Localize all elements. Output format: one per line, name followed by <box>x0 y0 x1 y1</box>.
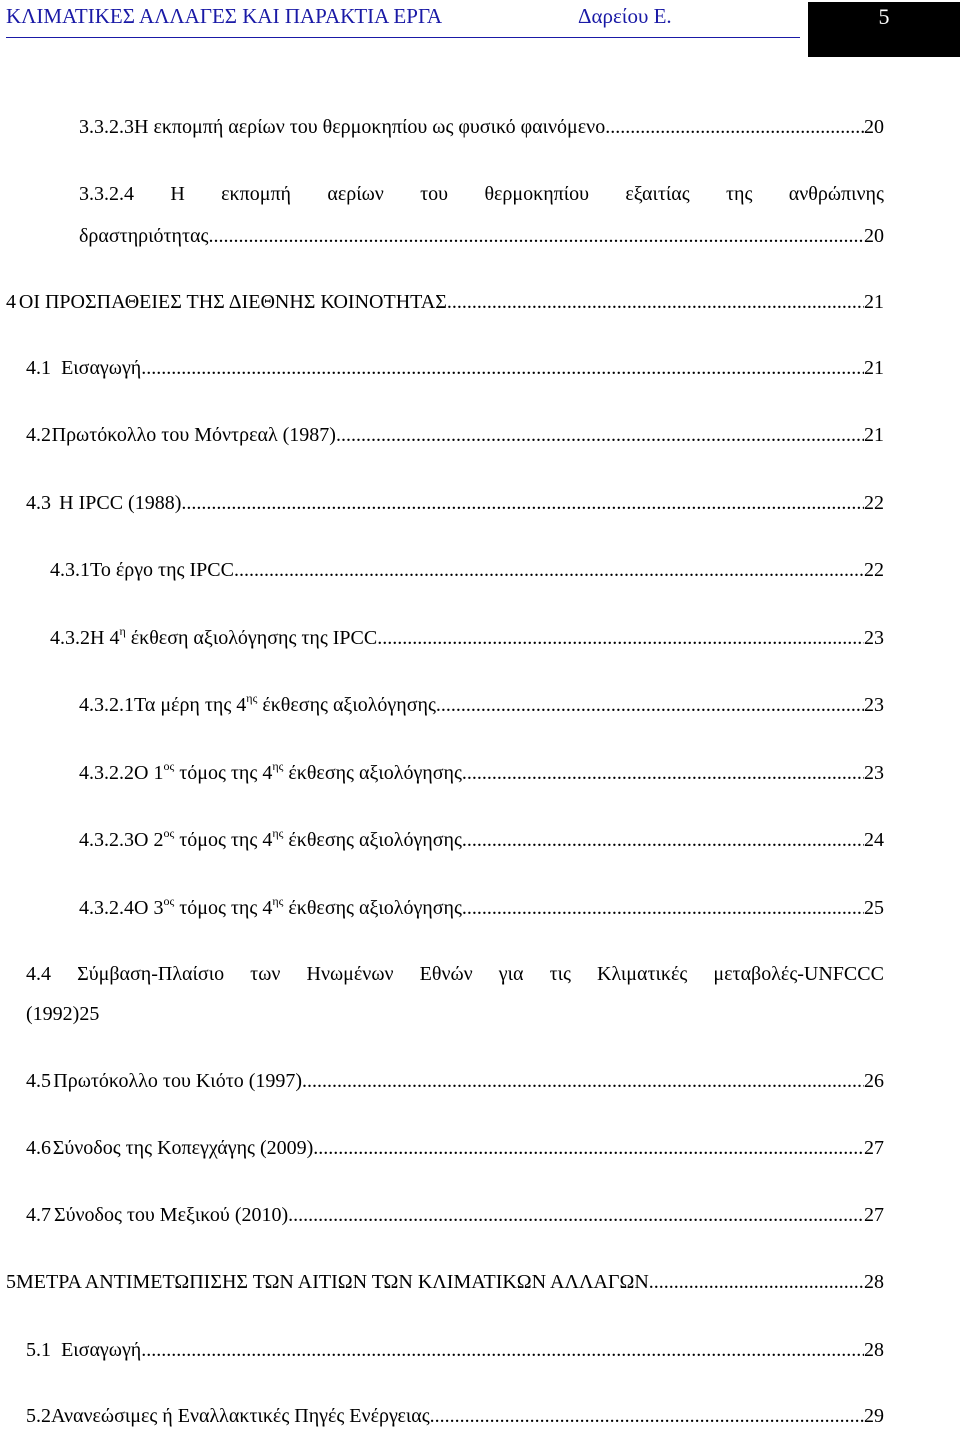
toc-entry-page: 27 <box>864 1204 884 1226</box>
toc-entry[interactable] <box>26 1336 884 1364</box>
toc-entry-page: 22 <box>864 559 884 581</box>
toc-entry[interactable] <box>26 354 884 382</box>
dot-leader <box>181 489 864 517</box>
toc-entry-title: ΜΕΤΡΑ ΑΝΤΙΜΕΤΩΠΙΣΗΣ ΤΩΝ ΑΙΤΙΩΝ ΤΩΝ ΚΛΙΜΑΤΙΚΩΝ ΑΛΛΑΓΩΝ <box>16 1271 649 1293</box>
page-number-box <box>808 2 960 57</box>
toc-entry-page: 23 <box>864 762 884 784</box>
toc-entry-number: 4.6 <box>26 1137 51 1159</box>
document-title: ΚΛΙΜΑΤΙΚΕΣ ΑΛΛΑΓΕΣ ΚΑΙ ΠΑΡΑΚΤΙΑ ΕΡΓΑ <box>6 4 442 28</box>
toc-entry[interactable] <box>50 556 884 584</box>
toc-entry[interactable] <box>26 421 884 449</box>
toc-word: Κλιματικές <box>597 963 688 985</box>
dot-leader <box>208 222 864 250</box>
toc-entry-page: 21 <box>864 291 884 313</box>
toc-entry-number: 5.2 <box>26 1405 51 1427</box>
toc-entry-page: 28 <box>864 1339 884 1361</box>
toc-entry-number: 4.3.2.4 <box>79 897 134 919</box>
dot-leader <box>605 113 864 141</box>
toc-entry-page: 25 <box>864 897 884 919</box>
toc-entry[interactable] <box>26 1067 884 1095</box>
dot-leader <box>377 624 864 652</box>
toc-entry-page: 20 <box>864 116 884 138</box>
toc-entry-page: 27 <box>864 1137 884 1159</box>
toc-entry[interactable] <box>79 894 884 922</box>
toc-entry-title: δραστηριότητας <box>79 225 209 247</box>
toc-entry-title: Σύνοδος του Μεξικού (2010) <box>53 1204 289 1226</box>
toc-entry-title: Ο $1^{o\varsigma}$ τόμος της $4^{\eta\varsigma}$ έκθεσης αξιολόγησης <box>134 759 462 784</box>
toc-entry[interactable] <box>26 489 884 517</box>
toc-entry-title: Πρωτόκολλο του Μόντρεαλ (1987) <box>51 424 336 446</box>
toc-entry-number: 4.3 <box>26 492 51 514</box>
toc-entry[interactable] <box>26 1402 884 1430</box>
toc-word: εκπομπή <box>221 183 291 205</box>
toc-entry[interactable] <box>6 288 884 316</box>
toc-entry-title: Εισαγωγή <box>61 357 142 379</box>
toc-entry-number: 5 <box>6 1271 16 1293</box>
toc-word: για <box>498 963 524 985</box>
toc-entry-page: 29 <box>864 1405 884 1427</box>
dot-leader <box>462 894 864 922</box>
toc-entry-page: 25 <box>79 1003 100 1025</box>
toc-entry-number: 4.3.2.3 <box>79 829 134 851</box>
dot-leader <box>462 759 864 787</box>
toc-entry[interactable] <box>79 180 884 208</box>
toc-entry-title: Η εκπομπή αερίων του θερμοκηπίου ως φυσικό φαινόμενο <box>134 116 606 138</box>
author-name: Δαρείου Ε. <box>578 4 672 28</box>
toc-entry-page: 22 <box>864 492 884 514</box>
toc-word: Ηνωμένων <box>306 963 394 985</box>
toc-word: θερμοκηπίου <box>484 183 590 205</box>
toc-entry-number: 4 <box>6 291 16 313</box>
dot-leader <box>141 1336 864 1364</box>
dot-leader <box>141 354 864 382</box>
toc-entry-number: 4.5 <box>26 1070 51 1092</box>
dot-leader <box>313 1134 864 1162</box>
toc-entry[interactable] <box>26 960 884 988</box>
toc-entry-number: 4.7 <box>26 1204 51 1226</box>
toc-entry-number: 3.3.2.3 <box>79 116 134 138</box>
toc-entry-title: Η IPCC (1988) <box>59 492 182 514</box>
dot-leader <box>234 556 864 584</box>
toc-entry-number: 4.1 <box>26 357 51 379</box>
toc-entry[interactable] <box>79 759 884 787</box>
dot-leader <box>649 1268 864 1296</box>
toc-entry-title: ΟΙ ΠΡΟΣΠΑΘΕΙΕΣ ΤΗΣ ΔΙΕΘΝΗΣ ΚΟΙΝΟΤΗΤΑΣ <box>18 291 447 313</box>
toc-entry-page: 20 <box>864 225 884 247</box>
toc-entry-page: 21 <box>864 357 884 379</box>
toc-entry[interactable] <box>79 113 884 141</box>
dot-leader <box>288 1201 864 1229</box>
dot-leader <box>302 1067 864 1095</box>
header-rule <box>6 37 800 38</box>
toc-entry-page: 23 <box>864 694 884 716</box>
toc-entry-page: 23 <box>864 627 884 649</box>
toc-entry-title: Πρωτόκολλο του Κιότο (1997) <box>53 1070 303 1092</box>
toc-entry[interactable] <box>79 826 884 854</box>
toc-entry-title: Τα μέρη της $4^{\eta\varsigma}$ έκθεσης αξιολόγησης <box>134 691 436 716</box>
toc-word: των <box>250 963 281 985</box>
toc-entry[interactable] <box>26 1134 884 1162</box>
toc-entry-continuation[interactable] <box>26 1000 99 1028</box>
toc-entry-number: 4.3.2 <box>50 627 90 649</box>
toc-entry[interactable] <box>26 1201 884 1229</box>
toc-word: μεταβολές-UNFCCC <box>713 963 884 985</box>
toc-entry-page: 28 <box>864 1271 884 1293</box>
toc-entry[interactable] <box>6 1268 884 1296</box>
dot-leader <box>336 421 864 449</box>
toc-entry-number: 4.2 <box>26 424 51 446</box>
toc-entry-number: 4.4 <box>26 963 51 985</box>
toc-entry-number: 4.3.1 <box>50 559 90 581</box>
toc-entry-title: Ανανεώσιμες ή Εναλλακτικές Πηγές Ενέργειας <box>51 1405 430 1427</box>
dot-leader <box>462 826 864 854</box>
toc-word: εξαιτίας <box>625 183 690 205</box>
toc-word: Σύμβαση-Πλαίσιο <box>77 963 225 985</box>
toc-entry-number: 4.3.2.1 <box>79 694 134 716</box>
toc-entry-page: 24 <box>864 829 884 851</box>
toc-entry-continuation[interactable] <box>79 222 884 250</box>
toc-entry-page: 21 <box>864 424 884 446</box>
dot-leader <box>436 691 864 719</box>
toc-entry-title: Η $4^\eta$ έκθεση αξιολόγησης της IPCC <box>90 624 378 649</box>
toc-word: ανθρώπινης <box>788 183 884 205</box>
toc-entry-title: Εισαγωγή <box>61 1339 142 1361</box>
toc-entry-page: 26 <box>864 1070 884 1092</box>
dot-leader <box>447 288 864 316</box>
toc-entry-title: (1992) <box>26 1003 80 1025</box>
toc-entry[interactable] <box>79 691 884 719</box>
dot-leader <box>430 1402 864 1430</box>
toc-entry-title: Το έργο της IPCC <box>90 559 234 581</box>
toc-word: αερίων <box>327 183 384 205</box>
toc-entry-number: 5.1 <box>26 1339 51 1361</box>
toc-entry-title: Ο $2^{o\varsigma}$ τόμος της $4^{\eta\varsigma}$ έκθεσης αξιολόγησης <box>134 826 462 851</box>
page-number: 5 <box>878 4 890 29</box>
toc-entry[interactable] <box>50 624 884 652</box>
toc-word: Η <box>170 183 185 205</box>
toc-entry-title: Σύνοδος της Κοπεγχάγης (2009) <box>52 1137 314 1159</box>
toc-word: της <box>725 183 753 205</box>
toc-word: του <box>420 183 449 205</box>
toc-entry-title: Ο $3^{o\varsigma}$ τόμος της $4^{\eta\varsigma}$ έκθεσης αξιολόγησης <box>134 894 462 919</box>
toc-word: Εθνών <box>419 963 473 985</box>
toc-entry-number: 3.3.2.4 <box>79 183 134 205</box>
toc-entry-number: 4.3.2.2 <box>79 762 134 784</box>
running-header <box>0 0 960 60</box>
toc-word: τις <box>549 963 571 985</box>
